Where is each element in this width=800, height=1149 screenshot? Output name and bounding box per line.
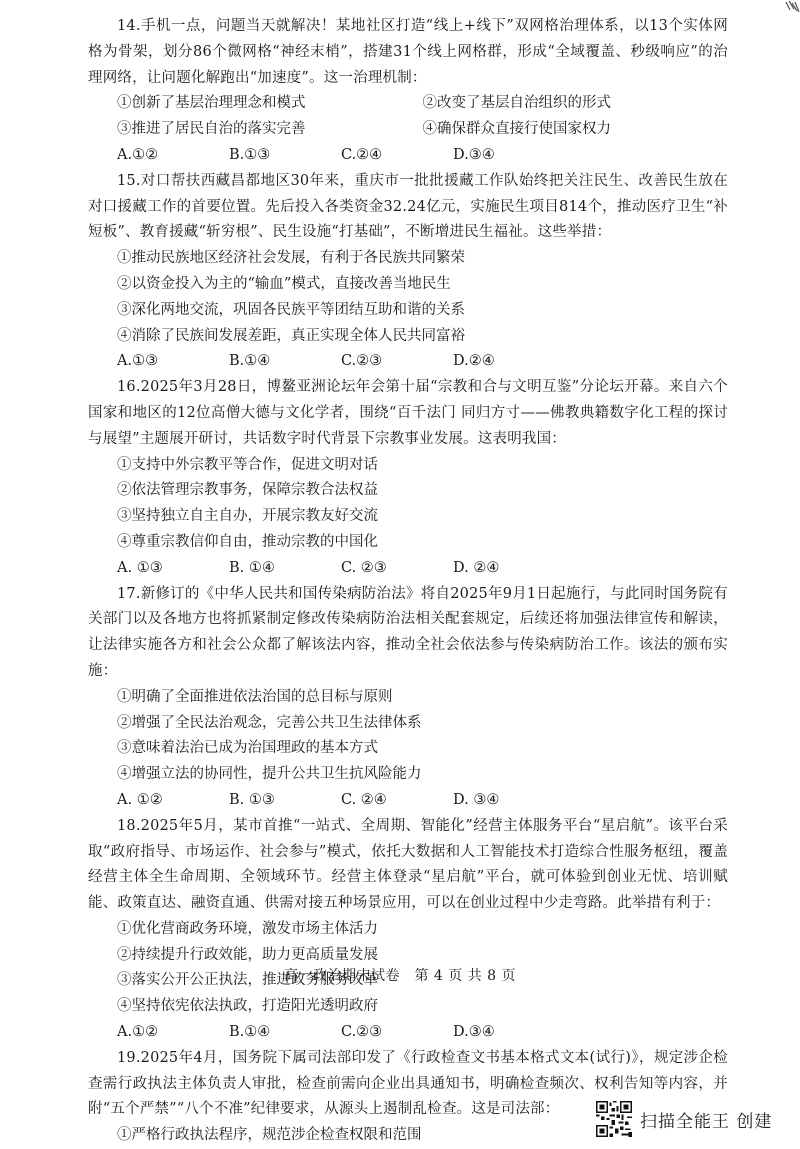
page-corner-mark-icon [760,0,800,30]
option-item: ①支持中外宗教平等合作，促进文明对话 [117,456,378,473]
answer-choice: D.③④ [453,146,495,163]
answer-choices [88,556,728,582]
question-stem: 19.2025年4月，国务院下属司法部印发了《行政检查文书基本格式文本(试行)》，规定涉企检查需行政执法主体负责人审批，检查前需向企业出具通知书，明确检查频次、权利告知等内容，并附“五个严禁”“八个不准”纪律要求，从源头上遏制乱检查。这是司法部： [88,1049,728,1118]
answer-choice: D.③④ [453,1024,495,1041]
answer-choice: B.①④ [229,353,271,370]
page-footer: 高一政治期末试卷 第 4 页 共 8 页 [283,968,517,984]
option-item: ④坚持依宪依法执政，打造阳光透明政府 [117,998,378,1015]
watermark-text: 扫描全能王 创建 [640,1111,773,1132]
option-item: ②依法管理宗教事务，保障宗教合法权益 [117,482,378,499]
option-item: ④增强立法的协同性，提升公共卫生抗风险能力 [117,766,422,783]
option-item: ④确保群众直接行使国家权力 [422,121,611,138]
option-item: ③推进了居民自治的落实完善 [117,121,306,138]
answer-choice: C. ②③ [341,559,387,576]
question-stem: 15.对口帮扶西藏昌都地区30年来，重庆市一批批援藏工作队始终把关注民生、改善民生放在对口援藏工作的首要位置。先后投入各类资金32.24亿元，实施民生项目814个，推动医疗卫生“补短板”、教育援藏“斩穷根”、民生设施“打基础”，不断增进民生福祉。这些举措： [88,172,728,241]
answer-choice: C.②④ [341,146,383,163]
answer-choice: B.①③ [229,146,271,163]
option-item: ②持续提升行政效能，助力更高质量发展 [117,946,378,963]
option-item: ①明确了全面推进依法治国的总目标与原则 [117,688,393,705]
answer-choice: D. ③④ [453,791,500,808]
answer-choice: B. ①④ [229,559,275,576]
option-item: ②增强了全民法治观念，完善公共卫生法律体系 [117,714,422,731]
answer-choice: C.②③ [341,1024,383,1041]
answer-choice: D.②④ [453,353,495,370]
question-stem: 17.新修订的《中华人民共和国传染病防治法》将自2025年9月1日起施行，与此同时国务院有关部门以及各地方也将抓紧制定修改传染病防治法相关配套规定，后续还将加强法律宣传和解读，让法律实施各方和社会公众都了解该法内容，推动全社会依法参与传染病防治工作。该法的颁布实施： [88,585,728,679]
answer-choice: A.①② [117,1024,159,1041]
option-item: ③落实公开公正执法，推进政务服务改革 [117,972,378,989]
question-15 [88,169,728,375]
question-16 [88,375,728,581]
answer-choice: A.①② [117,146,159,163]
answer-choices [88,143,728,169]
option-item: ①创新了基层治理理念和模式 [117,95,306,112]
answer-choice: B.①④ [229,1024,271,1041]
option-grid [88,91,728,143]
option-item: ①严格行政执法程序，规范涉企检查权限和范围 [117,1127,422,1144]
option-item: ①推动民族地区经济社会发展，有利于各民族共同繁荣 [117,250,465,267]
option-item: ④尊重宗教信仰自由，推动宗教的中国化 [117,533,378,550]
answer-choices [88,1020,728,1046]
option-item: ③坚持独立自主自办，开展宗教友好交流 [117,508,378,525]
question-18 [88,814,728,1046]
question-stem: 18.2025年5月，某市首推“一站式、全周期、智能化”经营主体服务平台“星启航”。该平台采取“政府指导、市场运作、社会参与”模式，依托大数据和人工智能技术打造综合性服务枢纽，覆盖经营主体全生命周期、全领域环节。经营主体登录“星启航”平台，就可体验到创业无忧、培训赋能、政策直达、融资直通、供需对接五种场景应用，可以在创业过程中少走弯路。此举措有利于： [88,817,728,912]
answer-choice: A. ①③ [117,559,163,576]
option-item: ④消除了民族间发展差距，真正实现全体人民共同富裕 [117,327,465,344]
answer-choice: A. ①② [117,791,163,808]
option-item: ②以资金投入为主的“输血”模式，直接改善当地民生 [117,275,451,292]
option-item: ③意味着法治已成为治国理政的基本方式 [117,740,378,757]
answer-choice: B. ①③ [229,791,275,808]
question-14 [88,14,728,169]
option-item: ①优化营商政务环境，激发市场主体活力 [117,920,378,937]
answer-choice: C. ②④ [341,791,387,808]
option-item: ②改变了基层自治组织的形式 [422,95,611,112]
question-stem: 16.2025年3月28日，博鳌亚洲论坛年会第十届“宗教和合与文明互鉴”分论坛开幕。来自六个国家和地区的12位高僧大德与文化学者，围绕“百千法门 同归方寸——佛教典籍数字化工程的探讨与展望”主题展开研讨，共话数字时代背景下宗教事业发展。这表明我国： [88,379,728,447]
question-17 [88,582,728,814]
option-item: ③深化两地交流，巩固各民族平等团结互助和谐的关系 [117,301,465,318]
answer-choice: D. ②④ [453,559,500,576]
question-stem: 14.手机一点，问题当天就解决！某地社区打造“线上+线下”双网格治理体系，以13个实体网格为骨架，划分86个微网格“神经末梢”，搭建31个线上网格群，形成“全域覆盖、秒级响应”的治理网络，让问题化解跑出“加速度”。这一治理机制： [88,18,728,86]
answer-choices [88,788,728,814]
answer-choice: A.①③ [117,353,159,370]
answer-choice: C.②③ [341,353,383,370]
answer-choices [88,349,728,375]
